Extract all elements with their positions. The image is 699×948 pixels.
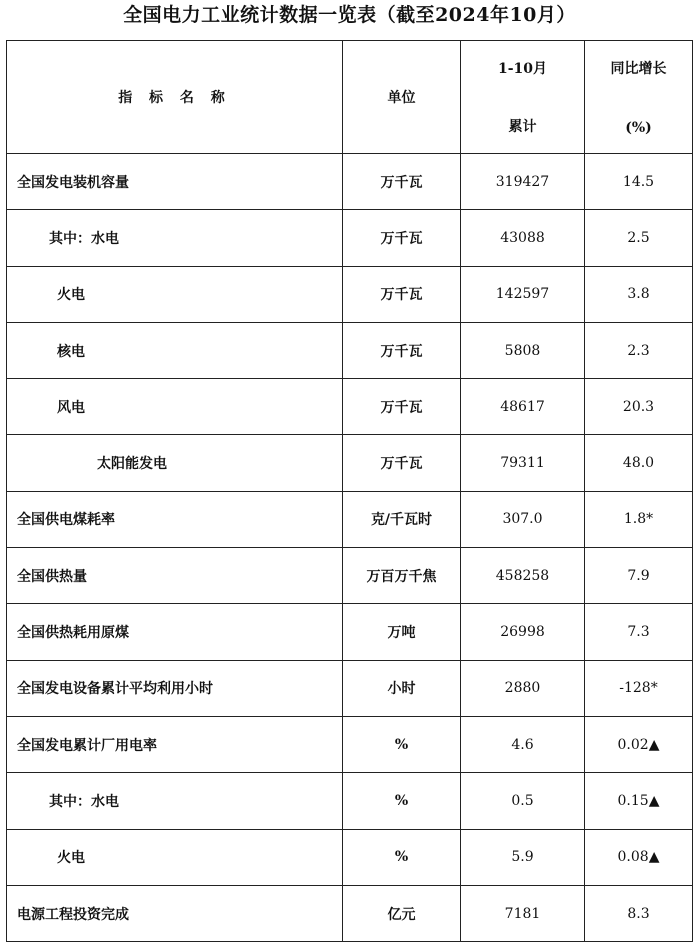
table-row — [7, 210, 693, 266]
row-yoy: 3.8 — [585, 266, 693, 322]
header-yoy — [585, 41, 693, 154]
header-cumulative — [461, 41, 585, 154]
table-row — [7, 548, 693, 604]
table-row — [7, 266, 693, 322]
row-name: 其中：水电 — [7, 210, 343, 266]
row-value: 458258 — [461, 548, 585, 604]
row-yoy: 48.0 — [585, 435, 693, 491]
row-name: 电源工程投资完成 — [7, 885, 343, 941]
row-value: 43088 — [461, 210, 585, 266]
row-yoy: 20.3 — [585, 379, 693, 435]
row-name: 全国发电设备累计平均利用小时 — [7, 660, 343, 716]
header-cumulative-line1: 1-10月 — [497, 61, 548, 77]
row-name: 全国供热耗用原煤 — [7, 604, 343, 660]
table-header-row — [7, 41, 693, 154]
row-yoy: 14.5 — [585, 154, 693, 210]
row-unit: 亿元 — [343, 885, 461, 941]
header-indicator-name: 指 标 名 称 — [7, 41, 343, 154]
table-row — [7, 322, 693, 378]
row-name: 全国发电装机容量 — [7, 154, 343, 210]
row-name: 核电 — [7, 322, 343, 378]
table-row — [7, 435, 693, 491]
row-unit: % — [343, 716, 461, 772]
header-yoy-line2: (%) — [625, 120, 652, 136]
row-unit: % — [343, 773, 461, 829]
table-row — [7, 604, 693, 660]
header-cumulative-line2: 累计 — [508, 119, 537, 135]
row-name: 风电 — [7, 379, 343, 435]
table-row — [7, 773, 693, 829]
row-yoy: 1.8* — [585, 491, 693, 547]
row-value: 2880 — [461, 660, 585, 716]
row-name: 太阳能发电 — [7, 435, 343, 491]
row-value: 48617 — [461, 379, 585, 435]
row-unit: 万千瓦 — [343, 210, 461, 266]
row-yoy: 7.3 — [585, 604, 693, 660]
row-value: 26998 — [461, 604, 585, 660]
table-row — [7, 716, 693, 772]
row-unit: 万千瓦 — [343, 266, 461, 322]
row-value: 5.9 — [461, 829, 585, 885]
row-unit: 万千瓦 — [343, 322, 461, 378]
table-row — [7, 660, 693, 716]
row-unit: 万千瓦 — [343, 435, 461, 491]
row-value: 7181 — [461, 885, 585, 941]
page-title: 全国电力工业统计数据一览表（截至2024年10月） — [123, 4, 576, 26]
header-unit: 单位 — [343, 41, 461, 154]
row-value: 79311 — [461, 435, 585, 491]
row-yoy: 2.3 — [585, 322, 693, 378]
row-yoy: 0.08▲ — [585, 829, 693, 885]
row-name: 全国供热量 — [7, 548, 343, 604]
row-unit: 万百万千焦 — [343, 548, 461, 604]
table-row — [7, 379, 693, 435]
row-name: 全国发电累计厂用电率 — [7, 716, 343, 772]
row-name: 其中：水电 — [7, 773, 343, 829]
row-yoy: 0.15▲ — [585, 773, 693, 829]
row-unit: 小时 — [343, 660, 461, 716]
table-row — [7, 491, 693, 547]
row-yoy: 0.02▲ — [585, 716, 693, 772]
row-unit: % — [343, 829, 461, 885]
row-value: 307.0 — [461, 491, 585, 547]
row-unit: 万千瓦 — [343, 154, 461, 210]
table-row — [7, 885, 693, 941]
table-row — [7, 154, 693, 210]
table-row — [7, 829, 693, 885]
row-unit: 克/千瓦时 — [343, 491, 461, 547]
row-yoy: 8.3 — [585, 885, 693, 941]
row-value: 4.6 — [461, 716, 585, 772]
statistics-table — [6, 40, 693, 942]
row-name: 全国供电煤耗率 — [7, 491, 343, 547]
row-value: 5808 — [461, 322, 585, 378]
row-unit: 万千瓦 — [343, 379, 461, 435]
row-yoy: 2.5 — [585, 210, 693, 266]
row-yoy: 7.9 — [585, 548, 693, 604]
row-yoy: -128* — [585, 660, 693, 716]
row-name: 火电 — [7, 266, 343, 322]
row-name: 火电 — [7, 829, 343, 885]
row-value: 319427 — [461, 154, 585, 210]
row-value: 142597 — [461, 266, 585, 322]
row-value: 0.5 — [461, 773, 585, 829]
header-yoy-line1: 同比增长 — [610, 61, 667, 77]
row-unit: 万吨 — [343, 604, 461, 660]
